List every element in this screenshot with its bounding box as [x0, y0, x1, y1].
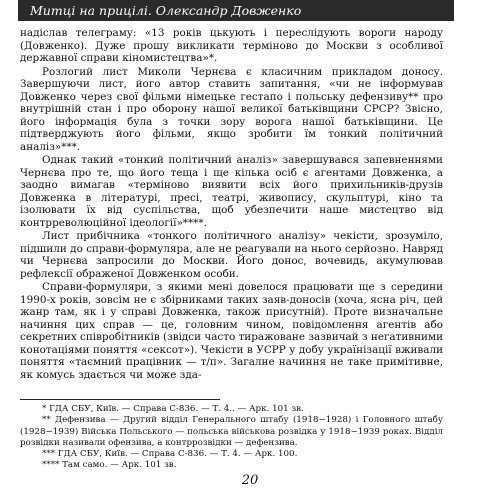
paragraph-2: Розлогий лист Миколи Чернєва є класичним прикладом доносу. Завершуючи лист, його автор ставить запитання, «чи не інформував Довженко через свої фільми німецьке гестапо і польську дефензиву** про внутрішній стан і про оборону нашої великої батьківщини СРСР? Звісно, його інформація була з точки зору ворога нашої батьківщини. Це підтверджують його фільми, якщо зробити їм тонкий політичний аналіз»***. [20, 65, 443, 153]
page-number: 20 [241, 473, 259, 488]
footnote-3: *** ГДА СБУ, Київ. — Справа С-836. — Т. 4. — Арк. 100. [42, 449, 298, 460]
paragraph-1: надіслав телеграму: «13 років цькують і переслідують вороги народу (Довженко). Дуже прошу викликати терміново до Москви з особливої державної справи кіномистецтва»*. [20, 27, 443, 64]
footnote-separator [20, 399, 220, 400]
paragraph-5: Справи-формуляри, з якими мені довелося працювати ще з середини 1990-х років, зовсім не є збірниками таких заяв-доносів (хоча, ясна річ, цей жанр там, як і у справі Довженка, також присутній). Проте визначальне начиння цих справ — це, головним чином, повідомлення агентів або секретних співробітників (звідси часто тиражоване зазвичай з негативними конотаціями поняття «сексот»). Чекісти в УСРР у добу українізації вживали поняття «таємний працівник — т/п». Загалне начиння не таке примітивне, як комусь здається чи може зда- [20, 281, 443, 381]
running-header [18, 0, 454, 21]
paragraph-3: Однак такий «тонкий політичний аналіз» завершувався запевненнями Чернєва про те, що його теща і ще кілька осіб є агентами Довженка, а заодно вимагав «терміново виявити всіх його прихильників-друзів Довженка в літературі, пресі, театрі, живопису, скульптурі, кіно та ізолювати їх від суспільства, щоб убезпечити наше мистецтво від контрреволюційної ідеології»****. [20, 154, 443, 229]
running-header-title: Митці на прицілі. Олександр Довженко [30, 3, 302, 18]
footnote-2: ** Дефензива — Другий відділ Генерального штабу (1918−1928) і Головного штабу (1928−1939) Війська Польського — польська військова розвідка у 1918−1939 роках. Відділ розвідки називали офензива, а контррозвідки — дефензива. [20, 415, 443, 448]
footnote-1: * ГДА СБУ, Київ. — Справа С-836. — Т. 4.. — Арк. 101 зв. [42, 404, 304, 414]
footnote-4: **** Там само. — Арк. 101 зв. [42, 460, 177, 471]
main-text [20, 27, 443, 381]
paragraph-4: Лист прибічника «тонкого політичного аналізу» чекісти, зрозуміло, підшили до справи-формуляра, але не реагували на нього серйозно. Навряд чи Чернєва запросили до Москви. Його донос, вочевидь, акумулював рефлексії ображеної Довженком особи. [20, 230, 443, 280]
footnotes [20, 404, 443, 472]
